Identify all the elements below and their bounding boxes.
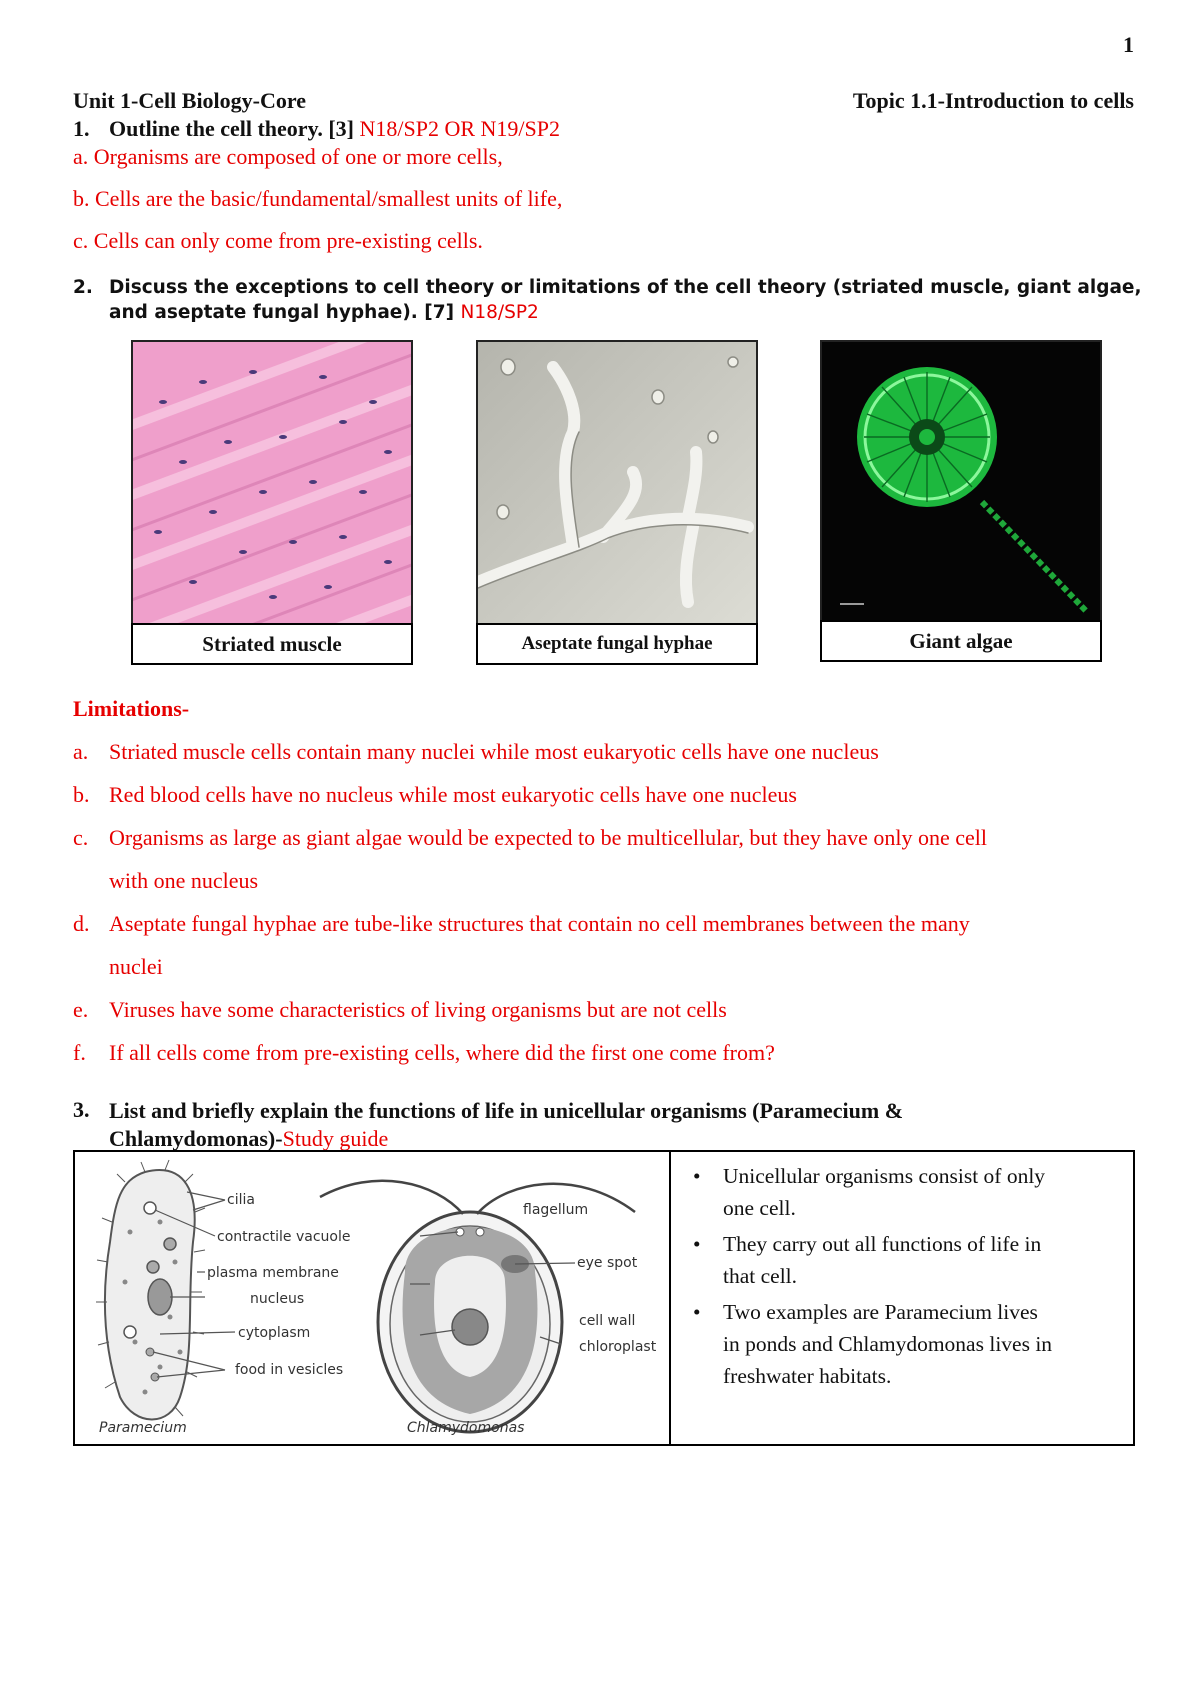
q1-ref: N18/SP2 OR N19/SP2	[359, 116, 561, 141]
q1-heading	[73, 116, 560, 142]
q1-answer-c: c. Cells can only come from pre-existing cells.	[73, 228, 483, 253]
limitation-b	[73, 780, 797, 810]
limitation-text: Organisms as large as giant algae would be expected to be multicellular, but they have only one cell	[109, 825, 988, 850]
limitation-letter: d.	[73, 911, 90, 936]
limitation-letter: e.	[73, 997, 89, 1022]
limitation-text: If all cells come from pre-existing cells, where did the first one come from?	[109, 1040, 775, 1065]
bullet-item	[687, 1296, 1117, 1392]
q3-diagram-cell	[75, 1152, 671, 1444]
bullet-line: Unicellular organisms consist of only	[723, 1164, 1046, 1188]
label-food-in-vesicles: food in vesicles	[235, 1362, 344, 1378]
label-eye-spot: eye spot	[577, 1255, 638, 1271]
unit-title: Unit 1-Cell Biology-Core	[73, 88, 307, 113]
limitation-letter: b.	[73, 782, 90, 807]
q3-question-line2-wrap	[109, 1125, 388, 1153]
label-plasma-membrane: plasma membrane	[207, 1265, 339, 1281]
fungal-hyphae-image	[476, 340, 758, 626]
q2-number: 2.	[73, 277, 93, 298]
limitation-c-cont: with one nucleus	[109, 868, 259, 893]
label-contractile-vacuole: contractile vacuole	[217, 1229, 351, 1245]
label-chlamydomonas: Chlamydomonas	[407, 1420, 525, 1436]
bullet-icon: •	[693, 1300, 701, 1324]
bullet-item	[687, 1228, 1117, 1292]
q3-number: 3.	[73, 1097, 90, 1122]
q3-question-line1: List and briefly explain the functions of life in unicellular organisms (Paramecium &	[109, 1098, 904, 1123]
bullet-line: freshwater habitats.	[723, 1364, 892, 1388]
paramecium-chlamydomonas-diagram	[75, 1152, 669, 1444]
bullet-line: They carry out all functions of life in	[723, 1232, 1042, 1256]
q2-question-line2-wrap	[109, 300, 539, 326]
limitations-heading: Limitations-	[73, 696, 190, 721]
bullet-icon: •	[693, 1232, 701, 1256]
giant-algae-image	[820, 340, 1102, 624]
limitation-text: Viruses have some characteristics of living organisms but are not cells	[109, 997, 727, 1022]
label-nucleus: nucleus	[250, 1291, 305, 1307]
paramecium-drawing	[96, 1160, 205, 1420]
limitation-letter: f.	[73, 1040, 86, 1065]
q3-question-line2: Chlamydomonas)-	[109, 1126, 283, 1151]
limitation-letter: c.	[73, 825, 89, 850]
limitation-e	[73, 995, 727, 1025]
q2-ref: N18/SP2	[460, 302, 539, 323]
limitation-text: Aseptate fungal hyphae are tube-like structures that contain no cell membranes between the many	[109, 911, 970, 936]
limitation-text: Striated muscle cells contain many nuclei while most eukaryotic cells have one nucleus	[109, 739, 879, 764]
chlamydomonas-drawing	[320, 1181, 635, 1432]
bullet-line: in ponds and Chlamydomonas lives in	[723, 1332, 1053, 1356]
q3-table	[73, 1150, 1135, 1446]
page-number: 1	[1123, 32, 1134, 57]
bullet-line: that cell.	[723, 1264, 798, 1288]
q1-answer-b: b. Cells are the basic/fundamental/smallest units of life,	[73, 186, 563, 211]
bullet-line: Two examples are Paramecium lives	[723, 1300, 1038, 1324]
bullet-item	[687, 1160, 1117, 1224]
limitation-a	[73, 737, 879, 767]
striated-muscle-image	[131, 340, 413, 626]
caption-giant-algae: Giant algae	[820, 620, 1102, 662]
bullet-line: one cell.	[723, 1196, 796, 1220]
q1-number: 1.	[73, 116, 90, 141]
q3-ref: Study guide	[282, 1126, 389, 1151]
q3-notes-cell	[687, 1160, 1117, 1392]
limitation-c	[73, 823, 987, 853]
label-chloroplast: chloroplast	[579, 1339, 657, 1355]
limitation-d	[73, 909, 970, 939]
limitation-text: Red blood cells have no nucleus while most eukaryotic cells have one nucleus	[109, 782, 797, 807]
q2-question-line2: and aseptate fungal hyphae). [7]	[109, 302, 455, 323]
label-cilia: cilia	[227, 1192, 255, 1208]
q2-question-line1: Discuss the exceptions to cell theory or limitations of the cell theory (striated muscle, giant algae,	[109, 277, 1142, 298]
q1-answer-a: a. Organisms are composed of one or more cells,	[73, 144, 503, 169]
topic-title: Topic 1.1-Introduction to cells	[852, 88, 1134, 113]
caption-fungal-hyphae: Aseptate fungal hyphae	[476, 623, 758, 665]
limitation-f	[73, 1038, 775, 1068]
label-cell-wall: cell wall	[579, 1313, 636, 1329]
limitation-letter: a.	[73, 739, 89, 764]
label-flagellum: flagellum	[523, 1202, 589, 1218]
bullet-icon: •	[693, 1164, 701, 1188]
q1-question: Outline the cell theory. [3]	[109, 116, 355, 141]
label-cytoplasm: cytoplasm	[238, 1325, 311, 1341]
label-paramecium: Paramecium	[99, 1420, 187, 1436]
caption-striated-muscle: Striated muscle	[131, 623, 413, 665]
limitation-d-cont: nuclei	[109, 954, 163, 979]
